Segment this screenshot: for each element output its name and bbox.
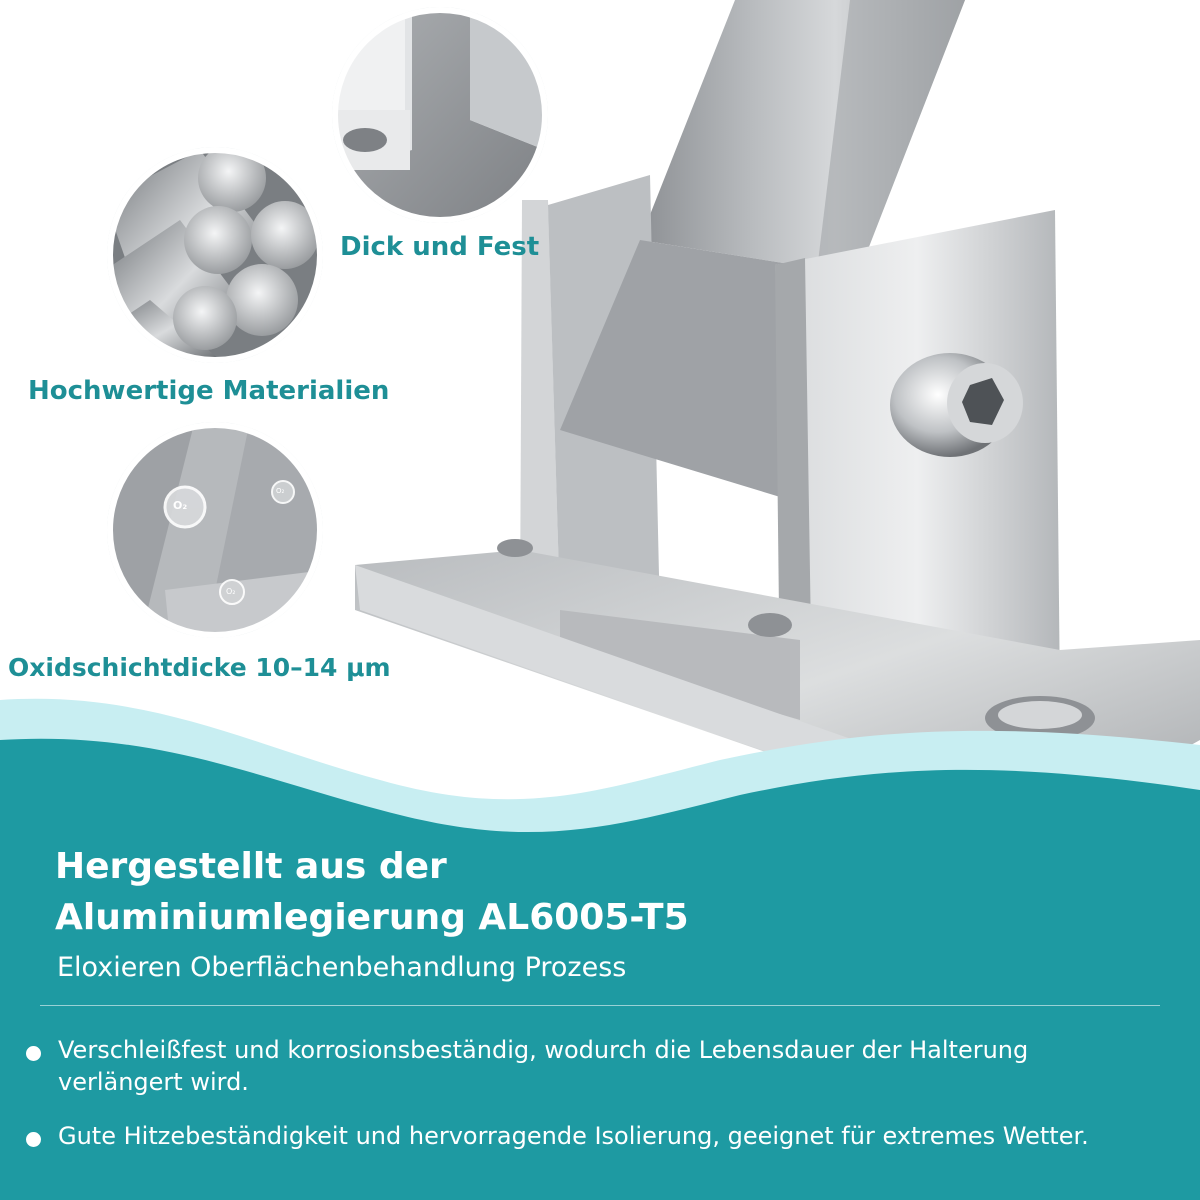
- materials-callout-label: Hochwertige Materialien: [28, 376, 390, 406]
- banner-subtitle: Eloxieren Oberflächenbehandlung Prozess: [57, 952, 627, 983]
- thickness-callout-label: Dick und Fest: [340, 232, 540, 262]
- banner-title-line-2: Aluminiumlegierung AL6005-T5: [55, 897, 689, 938]
- oxygen-bubble-label: O₂: [226, 587, 236, 596]
- oxide-surface-icon: [105, 420, 325, 640]
- bullet-dot-icon: [26, 1132, 41, 1147]
- oxide-callout-label: Oxidschichtdicke 10–14 μm: [8, 653, 391, 682]
- banner-title-line-1: Hergestellt aus der: [55, 846, 447, 887]
- feature-bullet-text: Gute Hitzebeständigkeit und hervorragende Isolierung, geeignet für extremes Wetter.: [58, 1122, 1089, 1150]
- banner-divider: [40, 1005, 1160, 1006]
- oxygen-bubble-label: O₂: [173, 499, 188, 512]
- feature-bullet-text: Verschleißfest und korrosionsbeständig, wodurch die Lebensdauer der Halterung verlängert wird.: [58, 1036, 1029, 1096]
- bullet-dot-icon: [26, 1046, 41, 1061]
- aluminum-rods-icon: [105, 144, 325, 365]
- t-profile-closeup-icon: [330, 5, 550, 225]
- oxygen-bubble-label: O₂: [276, 487, 285, 495]
